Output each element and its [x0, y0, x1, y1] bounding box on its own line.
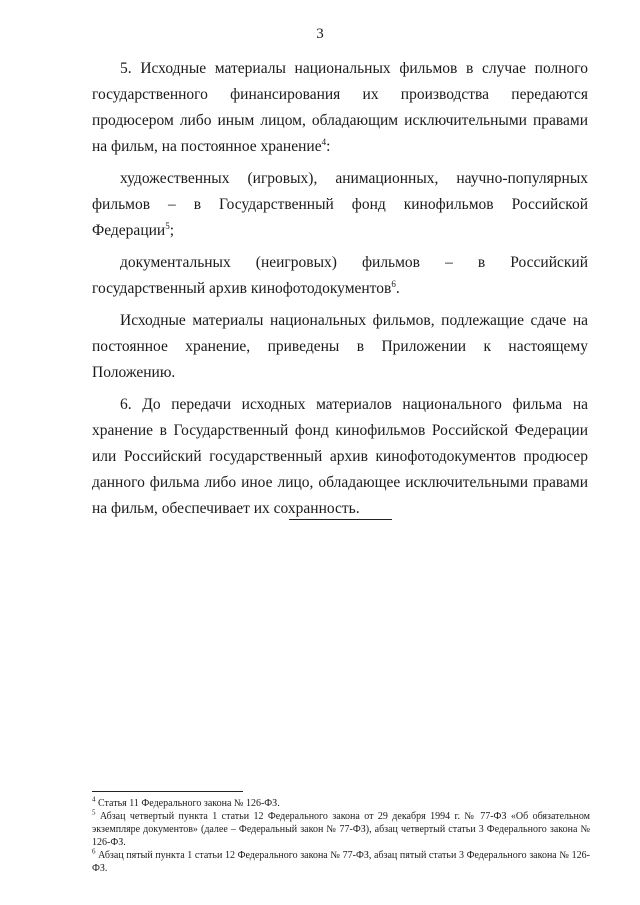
page-number: 3 — [316, 26, 324, 42]
footnotes — [92, 797, 590, 875]
footnote-separator — [92, 791, 243, 792]
footnote-ref: 6 — [391, 278, 396, 289]
footnote-5: $^5$ Абзац четвертый пункта 1 статьи 12 Федерального закона от 29 декабря 1994 г. № 77-ФЗ «Об обязательном экземпляре документов» (далее – Федеральный закон № 77-ФЗ), абзац четвертый статьи 3 Федерального закона № 126-ФЗ. — [92, 808, 590, 848]
end-divider — [289, 519, 392, 520]
footnote-number: 5 — [92, 808, 96, 817]
document-body — [92, 56, 588, 528]
footnote-4: $^4$ Статья 11 Федерального закона № 126-ФЗ. — [92, 795, 280, 809]
paragraph-source-materials: Исходные материалы национальных фильмов, подлежащие сдаче на постоянное хранение, приведены в Приложении к настоящему Положению. — [92, 312, 588, 381]
footnote-6: $^6$ Абзац пятый пункта 1 статьи 12 Федерального закона № 77-ФЗ, абзац пятый статьи 3 Федерального закона № 126-ФЗ. — [92, 847, 590, 874]
paragraph-item-6: 6. До передачи исходных материалов национального фильма на хранение в Государственный фонд кинофильмов Российской Федерации или Российский государственный архив кинофотодокументов продюсер данного фильма либо иное лицо, обладающее исключительными правами на фильм, обеспечивает их сохранность. — [92, 396, 588, 517]
paragraph-item-5: 5. Исходные материалы национальных фильмов в случае полного государственного финансирования их производства передаются продюсером либо иным лицом, обладающим исключительными правами на фильм, на постоянное хранение$^4$: — [92, 60, 588, 155]
footnote-ref: 5 — [165, 220, 170, 231]
paragraph-documentary-films: документальных (неигровых) фильмов – в Российский государственный архив кинофотодокументов$^6$. — [92, 254, 588, 297]
footnote-number: 6 — [92, 847, 96, 856]
footnote-number: 4 — [92, 795, 96, 804]
footnote-ref: 4 — [321, 136, 327, 147]
paragraph-feature-films: художественных (игровых), анимационных, научно-популярных фильмов – в Государственный фонд кинофильмов Российской Федерации$^5$; — [92, 170, 588, 239]
